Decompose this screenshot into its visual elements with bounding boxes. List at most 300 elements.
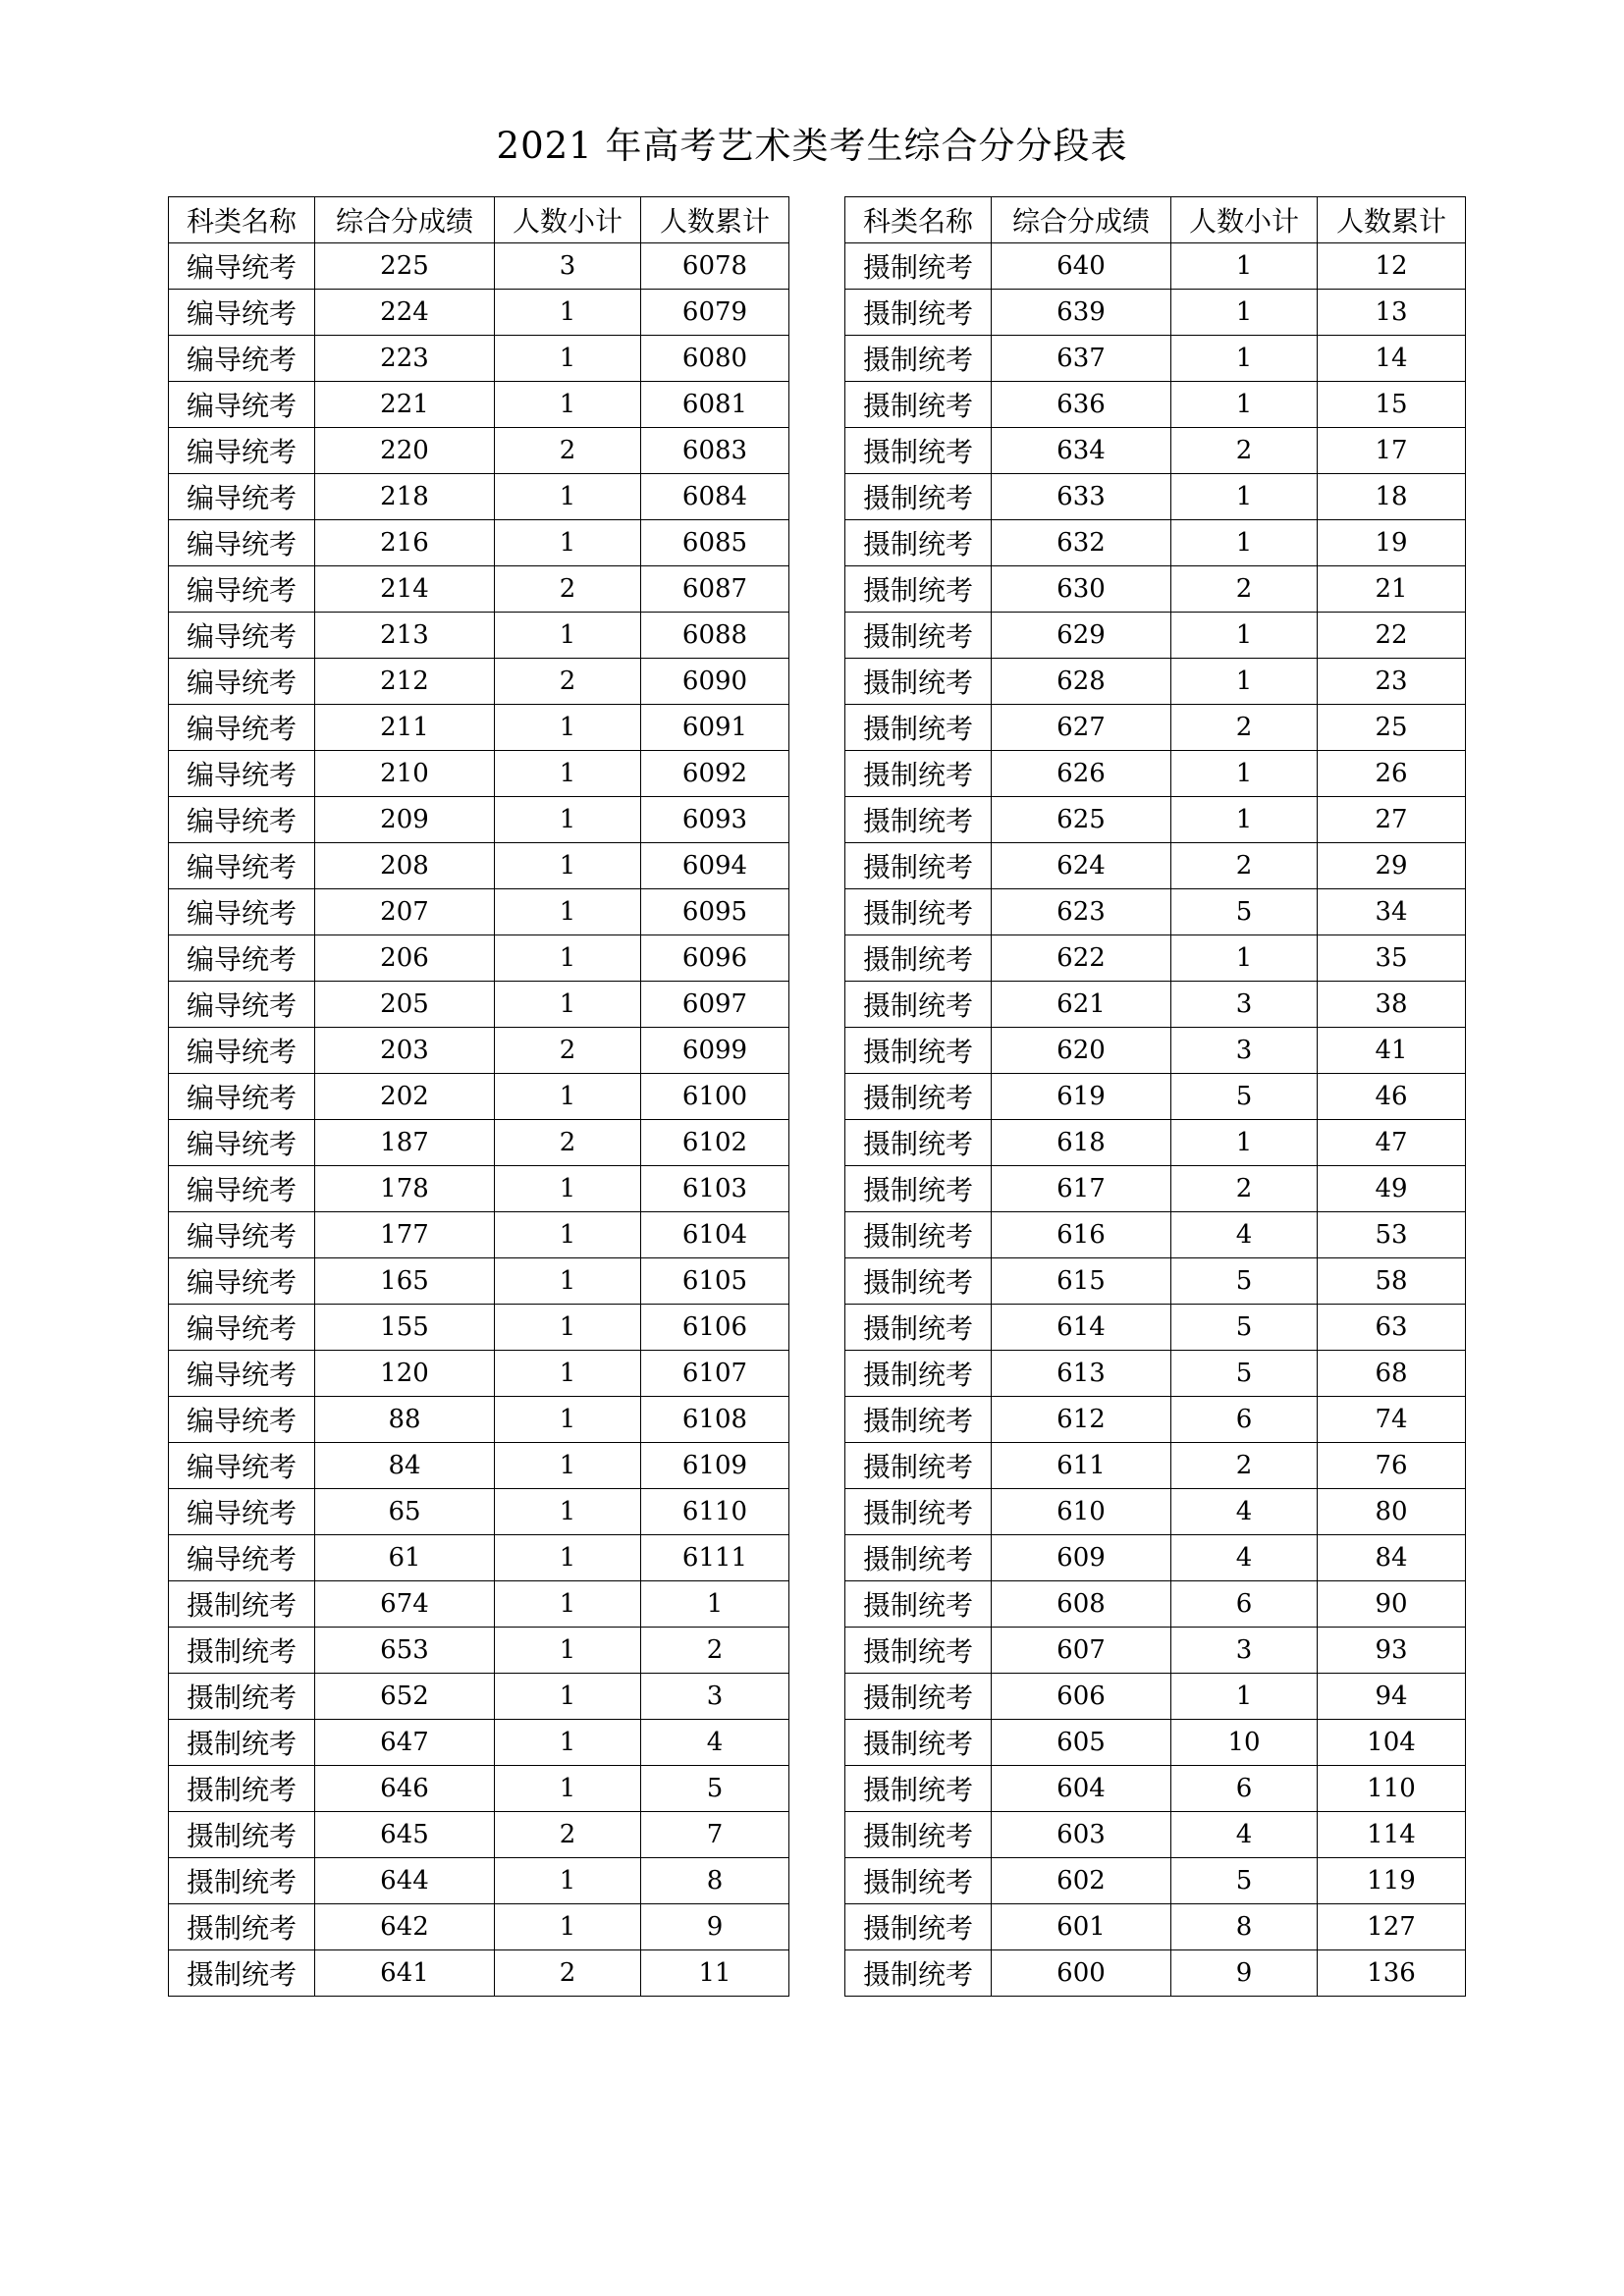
table-row xyxy=(169,1489,789,1535)
cumulative-cell: 18 xyxy=(1318,474,1466,520)
cumulative-cell: 1 xyxy=(641,1581,789,1628)
cumulative-cell: 6097 xyxy=(641,982,789,1028)
category-cell: 摄制统考 xyxy=(845,705,992,751)
category-cell: 摄制统考 xyxy=(169,1812,315,1858)
score-cell: 637 xyxy=(992,336,1171,382)
score-cell: 202 xyxy=(315,1074,495,1120)
count-cell: 4 xyxy=(1171,1212,1318,1258)
category-cell: 摄制统考 xyxy=(845,1766,992,1812)
category-cell: 编导统考 xyxy=(169,1258,315,1305)
count-cell: 6 xyxy=(1171,1581,1318,1628)
category-cell: 摄制统考 xyxy=(845,1720,992,1766)
cumulative-cell: 6100 xyxy=(641,1074,789,1120)
table-row xyxy=(169,1535,789,1581)
table-row xyxy=(845,1028,1466,1074)
table-row xyxy=(845,751,1466,797)
category-cell: 编导统考 xyxy=(169,428,315,474)
cumulative-cell: 6093 xyxy=(641,797,789,843)
cumulative-cell: 6090 xyxy=(641,659,789,705)
table-row xyxy=(845,705,1466,751)
category-cell: 摄制统考 xyxy=(169,1720,315,1766)
score-cell: 646 xyxy=(315,1766,495,1812)
count-cell: 1 xyxy=(495,1766,641,1812)
column-header-count: 人数小计 xyxy=(495,197,641,243)
category-cell: 摄制统考 xyxy=(845,336,992,382)
category-cell: 编导统考 xyxy=(169,290,315,336)
count-cell: 1 xyxy=(495,1258,641,1305)
table-row xyxy=(169,935,789,982)
count-cell: 1 xyxy=(495,1535,641,1581)
table-row xyxy=(169,1628,789,1674)
count-cell: 1 xyxy=(1171,1120,1318,1166)
score-cell: 213 xyxy=(315,613,495,659)
count-cell: 1 xyxy=(495,797,641,843)
cumulative-cell: 84 xyxy=(1318,1535,1466,1581)
cumulative-cell: 12 xyxy=(1318,243,1466,290)
count-cell: 1 xyxy=(495,1489,641,1535)
page-title: 2021 年高考艺术类考生综合分分段表 xyxy=(496,125,1128,167)
table-row xyxy=(169,1120,789,1166)
score-cell: 629 xyxy=(992,613,1171,659)
table-row xyxy=(169,243,789,290)
category-cell: 摄制统考 xyxy=(169,1674,315,1720)
cumulative-cell: 6095 xyxy=(641,889,789,935)
table-row xyxy=(169,1351,789,1397)
count-cell: 2 xyxy=(495,1812,641,1858)
category-cell: 摄制统考 xyxy=(169,1950,315,1997)
count-cell: 5 xyxy=(1171,1258,1318,1305)
score-cell: 611 xyxy=(992,1443,1171,1489)
count-cell: 1 xyxy=(495,382,641,428)
category-cell: 编导统考 xyxy=(169,1443,315,1489)
score-cell: 636 xyxy=(992,382,1171,428)
cumulative-cell: 29 xyxy=(1318,843,1466,889)
table-row xyxy=(845,1074,1466,1120)
score-cell: 632 xyxy=(992,520,1171,566)
category-cell: 编导统考 xyxy=(169,1351,315,1397)
table-row xyxy=(169,1812,789,1858)
count-cell: 2 xyxy=(495,428,641,474)
score-cell: 223 xyxy=(315,336,495,382)
category-cell: 摄制统考 xyxy=(845,1212,992,1258)
count-cell: 6 xyxy=(1171,1766,1318,1812)
cumulative-cell: 47 xyxy=(1318,1120,1466,1166)
cumulative-cell: 9 xyxy=(641,1904,789,1950)
score-cell: 604 xyxy=(992,1766,1171,1812)
score-cell: 609 xyxy=(992,1535,1171,1581)
cumulative-cell: 41 xyxy=(1318,1028,1466,1074)
score-cell: 620 xyxy=(992,1028,1171,1074)
cumulative-cell: 6102 xyxy=(641,1120,789,1166)
cumulative-cell: 119 xyxy=(1318,1858,1466,1904)
table-row xyxy=(169,290,789,336)
count-cell: 1 xyxy=(495,1351,641,1397)
count-cell: 1 xyxy=(1171,474,1318,520)
cumulative-cell: 49 xyxy=(1318,1166,1466,1212)
cumulative-cell: 7 xyxy=(641,1812,789,1858)
score-cell: 603 xyxy=(992,1812,1171,1858)
table-row xyxy=(169,613,789,659)
score-cell: 65 xyxy=(315,1489,495,1535)
column-header-count: 人数小计 xyxy=(1171,197,1318,243)
table-row xyxy=(845,659,1466,705)
table-row xyxy=(845,1258,1466,1305)
score-cell: 208 xyxy=(315,843,495,889)
category-cell: 摄制统考 xyxy=(845,382,992,428)
cumulative-cell: 6107 xyxy=(641,1351,789,1397)
category-cell: 摄制统考 xyxy=(845,1904,992,1950)
category-cell: 摄制统考 xyxy=(169,1581,315,1628)
cumulative-cell: 110 xyxy=(1318,1766,1466,1812)
count-cell: 9 xyxy=(1171,1950,1318,1997)
category-cell: 摄制统考 xyxy=(845,659,992,705)
score-cell: 61 xyxy=(315,1535,495,1581)
score-cell: 640 xyxy=(992,243,1171,290)
category-cell: 摄制统考 xyxy=(845,1305,992,1351)
cumulative-cell: 6108 xyxy=(641,1397,789,1443)
category-cell: 摄制统考 xyxy=(845,520,992,566)
table-row xyxy=(169,1674,789,1720)
cumulative-cell: 6078 xyxy=(641,243,789,290)
score-cell: 639 xyxy=(992,290,1171,336)
score-cell: 205 xyxy=(315,982,495,1028)
cumulative-cell: 58 xyxy=(1318,1258,1466,1305)
category-cell: 编导统考 xyxy=(169,382,315,428)
table-row xyxy=(845,613,1466,659)
count-cell: 1 xyxy=(1171,336,1318,382)
category-cell: 摄制统考 xyxy=(845,428,992,474)
cumulative-cell: 53 xyxy=(1318,1212,1466,1258)
count-cell: 1 xyxy=(495,1397,641,1443)
category-cell: 摄制统考 xyxy=(845,290,992,336)
score-cell: 214 xyxy=(315,566,495,613)
cumulative-cell: 136 xyxy=(1318,1950,1466,1997)
count-cell: 2 xyxy=(1171,1166,1318,1212)
category-cell: 编导统考 xyxy=(169,336,315,382)
table-row xyxy=(845,935,1466,982)
table-row xyxy=(845,889,1466,935)
table-row xyxy=(169,1258,789,1305)
cumulative-cell: 27 xyxy=(1318,797,1466,843)
category-cell: 编导统考 xyxy=(169,797,315,843)
category-cell: 摄制统考 xyxy=(845,1950,992,1997)
category-cell: 摄制统考 xyxy=(845,243,992,290)
table-row xyxy=(845,1904,1466,1950)
score-cell: 207 xyxy=(315,889,495,935)
cumulative-cell: 14 xyxy=(1318,336,1466,382)
score-table-left xyxy=(168,196,789,1997)
cumulative-cell: 6096 xyxy=(641,935,789,982)
count-cell: 1 xyxy=(495,1212,641,1258)
cumulative-cell: 25 xyxy=(1318,705,1466,751)
score-cell: 626 xyxy=(992,751,1171,797)
table-row xyxy=(845,1812,1466,1858)
score-cell: 613 xyxy=(992,1351,1171,1397)
score-cell: 218 xyxy=(315,474,495,520)
cumulative-cell: 6080 xyxy=(641,336,789,382)
count-cell: 1 xyxy=(495,751,641,797)
count-cell: 10 xyxy=(1171,1720,1318,1766)
score-cell: 221 xyxy=(315,382,495,428)
table-row xyxy=(845,1166,1466,1212)
category-cell: 摄制统考 xyxy=(845,1674,992,1720)
category-cell: 编导统考 xyxy=(169,659,315,705)
cumulative-cell: 11 xyxy=(641,1950,789,1997)
table-row xyxy=(169,336,789,382)
category-cell: 摄制统考 xyxy=(845,1581,992,1628)
table-row xyxy=(845,1766,1466,1812)
table-body-left xyxy=(169,243,789,1997)
score-cell: 623 xyxy=(992,889,1171,935)
table-row xyxy=(169,1028,789,1074)
cumulative-cell: 13 xyxy=(1318,290,1466,336)
table-row xyxy=(845,520,1466,566)
table-row xyxy=(169,982,789,1028)
column-header-cumulative: 人数累计 xyxy=(1318,197,1466,243)
cumulative-cell: 6083 xyxy=(641,428,789,474)
count-cell: 8 xyxy=(1171,1904,1318,1950)
score-cell: 652 xyxy=(315,1674,495,1720)
category-cell: 摄制统考 xyxy=(845,982,992,1028)
score-cell: 644 xyxy=(315,1858,495,1904)
score-cell: 88 xyxy=(315,1397,495,1443)
category-cell: 编导统考 xyxy=(169,1397,315,1443)
category-cell: 摄制统考 xyxy=(845,474,992,520)
score-cell: 600 xyxy=(992,1950,1171,1997)
table-row xyxy=(845,982,1466,1028)
score-cell: 653 xyxy=(315,1628,495,1674)
count-cell: 1 xyxy=(1171,520,1318,566)
count-cell: 1 xyxy=(1171,290,1318,336)
score-cell: 120 xyxy=(315,1351,495,1397)
cumulative-cell: 76 xyxy=(1318,1443,1466,1489)
count-cell: 1 xyxy=(495,290,641,336)
cumulative-cell: 6085 xyxy=(641,520,789,566)
cumulative-cell: 90 xyxy=(1318,1581,1466,1628)
category-cell: 摄制统考 xyxy=(845,1628,992,1674)
score-cell: 618 xyxy=(992,1120,1171,1166)
table-row xyxy=(169,659,789,705)
score-cell: 621 xyxy=(992,982,1171,1028)
count-cell: 1 xyxy=(495,474,641,520)
cumulative-cell: 6091 xyxy=(641,705,789,751)
category-cell: 摄制统考 xyxy=(845,1120,992,1166)
category-cell: 摄制统考 xyxy=(845,797,992,843)
score-cell: 634 xyxy=(992,428,1171,474)
category-cell: 摄制统考 xyxy=(169,1904,315,1950)
category-cell: 编导统考 xyxy=(169,1212,315,1258)
cumulative-cell: 38 xyxy=(1318,982,1466,1028)
table-row xyxy=(845,1120,1466,1166)
category-cell: 编导统考 xyxy=(169,1074,315,1120)
category-cell: 摄制统考 xyxy=(845,1535,992,1581)
table-row xyxy=(169,1397,789,1443)
count-cell: 1 xyxy=(495,1305,641,1351)
category-cell: 编导统考 xyxy=(169,1120,315,1166)
score-cell: 647 xyxy=(315,1720,495,1766)
count-cell: 1 xyxy=(495,1720,641,1766)
cumulative-cell: 35 xyxy=(1318,935,1466,982)
category-cell: 编导统考 xyxy=(169,243,315,290)
category-cell: 摄制统考 xyxy=(845,1258,992,1305)
score-cell: 645 xyxy=(315,1812,495,1858)
cumulative-cell: 8 xyxy=(641,1858,789,1904)
score-cell: 617 xyxy=(992,1166,1171,1212)
score-cell: 224 xyxy=(315,290,495,336)
table-row xyxy=(845,1443,1466,1489)
table-row xyxy=(169,1720,789,1766)
cumulative-cell: 6088 xyxy=(641,613,789,659)
table-row xyxy=(845,1674,1466,1720)
cumulative-cell: 23 xyxy=(1318,659,1466,705)
cumulative-cell: 22 xyxy=(1318,613,1466,659)
score-cell: 608 xyxy=(992,1581,1171,1628)
table-row xyxy=(169,1858,789,1904)
category-cell: 编导统考 xyxy=(169,843,315,889)
count-cell: 2 xyxy=(1171,1443,1318,1489)
category-cell: 摄制统考 xyxy=(845,1028,992,1074)
count-cell: 3 xyxy=(1171,1028,1318,1074)
table-row xyxy=(169,705,789,751)
count-cell: 1 xyxy=(1171,659,1318,705)
score-cell: 627 xyxy=(992,705,1171,751)
cumulative-cell: 104 xyxy=(1318,1720,1466,1766)
category-cell: 编导统考 xyxy=(169,982,315,1028)
count-cell: 2 xyxy=(495,1120,641,1166)
table-row xyxy=(169,1212,789,1258)
score-cell: 625 xyxy=(992,797,1171,843)
category-cell: 摄制统考 xyxy=(169,1628,315,1674)
table-row xyxy=(169,843,789,889)
category-cell: 编导统考 xyxy=(169,751,315,797)
score-cell: 624 xyxy=(992,843,1171,889)
cumulative-cell: 6084 xyxy=(641,474,789,520)
score-cell: 601 xyxy=(992,1904,1171,1950)
score-cell: 674 xyxy=(315,1581,495,1628)
category-cell: 摄制统考 xyxy=(845,843,992,889)
score-cell: 211 xyxy=(315,705,495,751)
count-cell: 1 xyxy=(1171,382,1318,428)
score-cell: 642 xyxy=(315,1904,495,1950)
category-cell: 编导统考 xyxy=(169,1305,315,1351)
category-cell: 编导统考 xyxy=(169,935,315,982)
table-row xyxy=(845,1212,1466,1258)
table-row xyxy=(845,566,1466,613)
table-row xyxy=(845,1351,1466,1397)
score-cell: 177 xyxy=(315,1212,495,1258)
score-cell: 622 xyxy=(992,935,1171,982)
count-cell: 5 xyxy=(1171,1074,1318,1120)
score-table-right xyxy=(844,196,1466,1997)
count-cell: 1 xyxy=(1171,243,1318,290)
cumulative-cell: 26 xyxy=(1318,751,1466,797)
count-cell: 5 xyxy=(1171,1305,1318,1351)
table-row xyxy=(845,243,1466,290)
category-cell: 摄制统考 xyxy=(169,1766,315,1812)
table-row xyxy=(169,566,789,613)
category-cell: 编导统考 xyxy=(169,474,315,520)
table-row xyxy=(845,1305,1466,1351)
count-cell: 5 xyxy=(1171,1858,1318,1904)
count-cell: 1 xyxy=(495,935,641,982)
column-header-category: 科类名称 xyxy=(845,197,992,243)
count-cell: 3 xyxy=(1171,1628,1318,1674)
score-cell: 641 xyxy=(315,1950,495,1997)
cumulative-cell: 19 xyxy=(1318,520,1466,566)
score-cell: 615 xyxy=(992,1258,1171,1305)
cumulative-cell: 6109 xyxy=(641,1443,789,1489)
count-cell: 1 xyxy=(495,1904,641,1950)
cumulative-cell: 21 xyxy=(1318,566,1466,613)
category-cell: 编导统考 xyxy=(169,520,315,566)
category-cell: 编导统考 xyxy=(169,1535,315,1581)
table-row xyxy=(845,1581,1466,1628)
count-cell: 1 xyxy=(495,843,641,889)
category-cell: 编导统考 xyxy=(169,1028,315,1074)
cumulative-cell: 80 xyxy=(1318,1489,1466,1535)
category-cell: 摄制统考 xyxy=(845,751,992,797)
count-cell: 1 xyxy=(495,982,641,1028)
table-row xyxy=(169,1305,789,1351)
category-cell: 摄制统考 xyxy=(845,1858,992,1904)
count-cell: 1 xyxy=(495,889,641,935)
table-row xyxy=(845,1489,1466,1535)
score-cell: 633 xyxy=(992,474,1171,520)
cumulative-cell: 6081 xyxy=(641,382,789,428)
count-cell: 1 xyxy=(495,1858,641,1904)
cumulative-cell: 6110 xyxy=(641,1489,789,1535)
count-cell: 3 xyxy=(1171,982,1318,1028)
table-row xyxy=(169,1166,789,1212)
score-cell: 610 xyxy=(992,1489,1171,1535)
score-cell: 203 xyxy=(315,1028,495,1074)
cumulative-cell: 34 xyxy=(1318,889,1466,935)
cumulative-cell: 127 xyxy=(1318,1904,1466,1950)
table-row xyxy=(845,336,1466,382)
category-cell: 编导统考 xyxy=(169,705,315,751)
category-cell: 摄制统考 xyxy=(169,1858,315,1904)
count-cell: 5 xyxy=(1171,1351,1318,1397)
cumulative-cell: 17 xyxy=(1318,428,1466,474)
score-cell: 216 xyxy=(315,520,495,566)
table-row xyxy=(845,1628,1466,1674)
category-cell: 编导统考 xyxy=(169,1166,315,1212)
column-header-category: 科类名称 xyxy=(169,197,315,243)
table-row xyxy=(169,382,789,428)
cumulative-cell: 6094 xyxy=(641,843,789,889)
table-row xyxy=(845,382,1466,428)
count-cell: 1 xyxy=(1171,613,1318,659)
count-cell: 1 xyxy=(495,1674,641,1720)
table-row xyxy=(845,843,1466,889)
cumulative-cell: 46 xyxy=(1318,1074,1466,1120)
count-cell: 1 xyxy=(495,1581,641,1628)
count-cell: 1 xyxy=(495,705,641,751)
cumulative-cell: 6103 xyxy=(641,1166,789,1212)
count-cell: 1 xyxy=(495,613,641,659)
cumulative-cell: 5 xyxy=(641,1766,789,1812)
score-cell: 225 xyxy=(315,243,495,290)
category-cell: 摄制统考 xyxy=(845,1812,992,1858)
table-row xyxy=(845,290,1466,336)
table-row xyxy=(169,1950,789,1997)
cumulative-cell: 93 xyxy=(1318,1628,1466,1674)
category-cell: 摄制统考 xyxy=(845,566,992,613)
score-cell: 84 xyxy=(315,1443,495,1489)
score-cell: 606 xyxy=(992,1674,1171,1720)
count-cell: 2 xyxy=(1171,705,1318,751)
count-cell: 5 xyxy=(1171,889,1318,935)
